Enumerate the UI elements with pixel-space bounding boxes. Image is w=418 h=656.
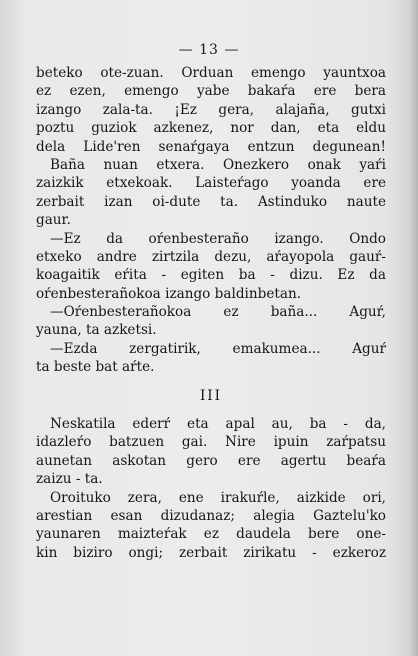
text-line: zaizu - ta. bbox=[36, 471, 103, 488]
text-line: etxeko andre zirtzila dezu, aŕayopola gauŕ- bbox=[36, 248, 386, 265]
text-line: arestian esan dizudanaz; alegia Gaztelu'ko bbox=[36, 507, 386, 524]
text-line: izango zala-ta. ¡Ez gera, alajaña, gutxi bbox=[36, 101, 386, 118]
text-line: dela Lide'ren senaŕgaya entzun degunean! bbox=[36, 138, 386, 155]
section-heading: III bbox=[199, 387, 223, 404]
section-gap bbox=[36, 377, 386, 387]
section-gap bbox=[36, 405, 386, 415]
text-line: idazleŕo batzuen gai. Nire ipuin zaŕpatsu bbox=[36, 434, 386, 451]
text-line: yaunaren maizteŕak ez daudela bere one- bbox=[36, 526, 386, 543]
page-number: — 13 — bbox=[178, 42, 240, 58]
text-line: ta beste bat aŕte. bbox=[36, 359, 155, 376]
text-line: Oroituko zera, ene irakuŕle, aizkide ori, bbox=[50, 489, 386, 506]
text-line: koagaitik eŕita - egiten ba - dizu. Ez da bbox=[36, 267, 386, 284]
text-line: yauna, ta azketsi. bbox=[36, 322, 157, 339]
text-line: beteko ote-zuan. Orduan emengo yauntxoa bbox=[36, 65, 386, 81]
text-line: Baña nuan etxera. Onezkero onak yaŕi bbox=[50, 156, 386, 173]
text-line: —Oŕenbesterañokoa ez baña... Aguŕ, bbox=[50, 304, 386, 321]
text-line: poztu guziok azkenez, nor dan, eta eldu bbox=[36, 120, 386, 137]
text-line: Neskatila ederŕ eta apal au, ba - da, bbox=[50, 416, 386, 433]
text-line: —Ez da oŕenbesteraño izango. Ondo bbox=[50, 230, 386, 247]
text-line: zerbait izan oi-dute ta. Astinduko naute bbox=[36, 193, 386, 210]
text-line: ez ezen, emengo yabe bakaŕa ere bera bbox=[36, 83, 386, 100]
page-edge-shadow bbox=[408, 0, 418, 656]
text-line: kin biziro ongi; zerbait zirikatu - ezkeroz bbox=[36, 544, 386, 561]
text-line: gaur. bbox=[36, 212, 71, 229]
text-line: —Ezda zergatirik, emakumea... Aguŕ bbox=[50, 340, 386, 357]
text-line: aunetan askotan gero ere agertu beaŕa bbox=[36, 452, 386, 469]
text-line: oŕenbesterañokoa izango baldinbetan. bbox=[36, 285, 302, 302]
text-line: zaizkik etxekoak. Laisteŕago yoanda ere bbox=[36, 175, 386, 192]
body-text bbox=[36, 64, 386, 562]
